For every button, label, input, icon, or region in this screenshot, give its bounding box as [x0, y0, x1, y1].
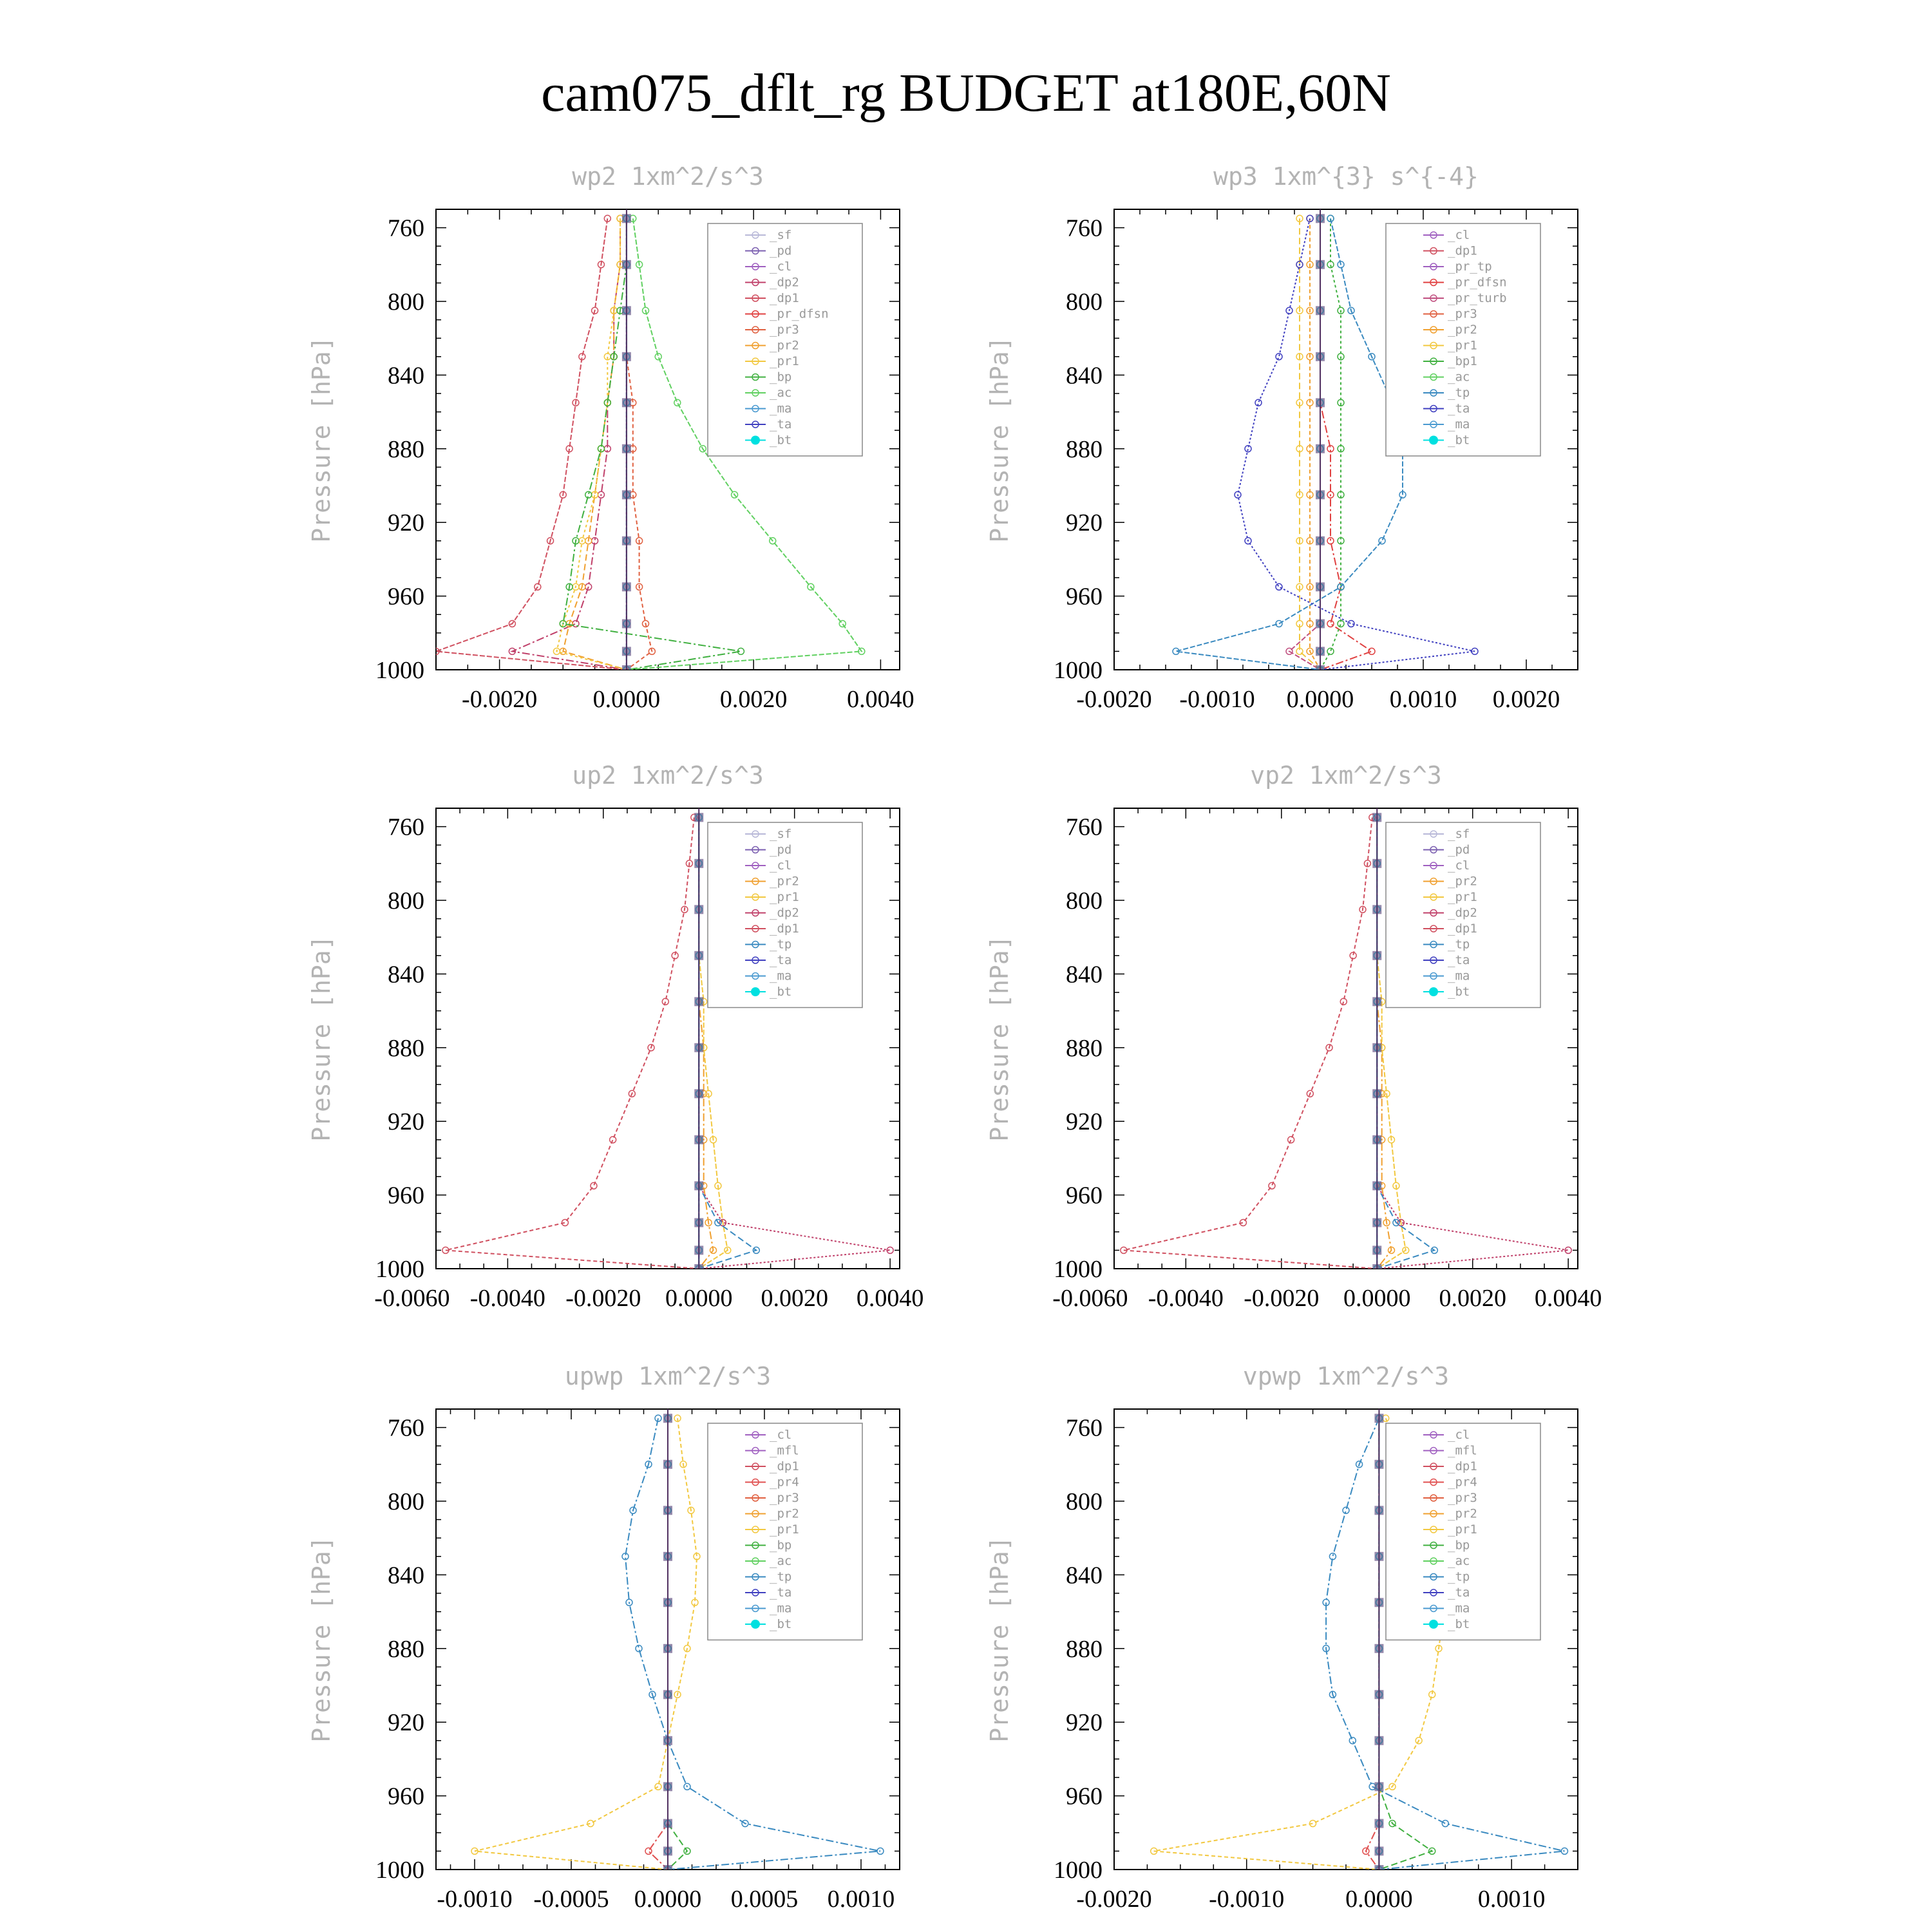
legend-entry: _cl: [770, 858, 792, 873]
x-tick-label: -0.0010: [1179, 686, 1255, 713]
legend-entry: _mfl: [1448, 1443, 1477, 1458]
series-point-tp: [1379, 538, 1385, 544]
x-tick-label: 0.0005: [730, 1886, 799, 1913]
y-tick-label: 840: [388, 1562, 424, 1589]
legend-entry: _cl: [1448, 858, 1470, 873]
panel-6: [985, 1362, 1578, 1913]
series-point-pr_dfsn: [1368, 648, 1375, 654]
y-tick-label: 1000: [1054, 1857, 1103, 1884]
legend-entry: _ta: [1448, 953, 1470, 967]
y-tick-label: 880: [1066, 1034, 1103, 1062]
legend-entry: _bp: [770, 370, 792, 384]
panel-1: [307, 162, 914, 713]
x-tick-label: 0.0010: [1477, 1886, 1546, 1913]
legend-entry: _pd: [770, 243, 792, 258]
panels: [307, 162, 1602, 1913]
legend-entry: _pr4: [770, 1475, 799, 1490]
y-tick-label: 800: [388, 1488, 424, 1515]
y-tick-label: 880: [1066, 1635, 1103, 1663]
legend-marker: [1429, 987, 1438, 996]
legend-entry: _pd: [1448, 842, 1470, 857]
series-point-dp1: [1269, 1182, 1275, 1189]
legend-entry: _bt: [770, 985, 792, 999]
series-point-tp: [1442, 1821, 1448, 1827]
legend-entry: _cl: [770, 1428, 792, 1442]
y-tick-label: 880: [1066, 435, 1103, 463]
x-tick-label: -0.0010: [1209, 1886, 1285, 1913]
y-tick-label: 960: [388, 1783, 424, 1810]
x-tick-label: -0.0040: [1148, 1285, 1224, 1312]
legend-entry: _ac: [770, 386, 792, 400]
series-line-pr4: [649, 1418, 668, 1870]
y-tick-label: 920: [388, 1709, 424, 1737]
x-tick-label: 0.0020: [1439, 1285, 1506, 1312]
legend-entry: _ac: [1448, 370, 1470, 384]
series-line-dp1: [1124, 817, 1377, 1269]
y-tick-label: 920: [1066, 1108, 1103, 1136]
series-line-bp1: [1320, 218, 1341, 670]
legend-entry: _dp1: [770, 1459, 799, 1473]
y-tick-label: 960: [1066, 1783, 1103, 1810]
series-point-dp1: [610, 1137, 616, 1143]
y-tick-label: 800: [388, 887, 424, 914]
y-tick-label: 760: [1066, 214, 1103, 242]
x-tick-label: 0.0040: [856, 1285, 924, 1312]
x-tick-label: -0.0005: [533, 1886, 609, 1913]
legend-entry: _ta: [1448, 1586, 1470, 1600]
legend-entry: _dp1: [770, 922, 799, 936]
series-point-dp1: [1288, 1137, 1294, 1143]
legend-entry: _pr2: [770, 874, 799, 889]
legend-entry: _dp2: [1448, 905, 1477, 920]
y-tick-label: 760: [1066, 1414, 1103, 1442]
legend-entry: _ma: [770, 401, 792, 416]
legend-entry: _pr2: [1448, 323, 1477, 337]
legend-entry: _pr_turb: [1448, 291, 1507, 305]
panel-2: [985, 162, 1578, 713]
series-line-pr4: [1366, 1418, 1379, 1870]
x-tick-label: 0.0020: [1492, 686, 1560, 713]
legend-entry: _bt: [1448, 433, 1470, 448]
y-tick-label: 1000: [375, 1857, 424, 1884]
legend-entry: _cl: [770, 260, 792, 274]
legend-entry: _bt: [1448, 985, 1470, 999]
legend-entry: _pr2: [1448, 874, 1477, 889]
legend-entry: _ta: [1448, 401, 1470, 416]
legend-entry: _tp: [1448, 937, 1470, 952]
y-tick-label: 840: [388, 362, 424, 390]
y-tick-label: 880: [388, 1034, 424, 1062]
legend-entry: _bp: [770, 1538, 792, 1553]
x-tick-label: 0.0000: [634, 1886, 702, 1913]
x-tick-label: -0.0010: [437, 1886, 513, 1913]
legend-entry: _ta: [770, 1586, 792, 1600]
y-axis-label: Pressure [hPa]: [307, 336, 336, 543]
legend-entry: _pr_dfsn: [770, 307, 829, 321]
legend-entry: _bt: [1448, 1617, 1470, 1631]
legend-marker: [751, 436, 760, 445]
y-tick-label: 1000: [375, 657, 424, 684]
x-tick-label: 0.0000: [1343, 1285, 1411, 1312]
y-tick-label: 800: [1066, 887, 1103, 914]
legend-entry: _ta: [770, 417, 792, 431]
legend-entry: _dp2: [770, 905, 799, 920]
panel-title: wp3 1xm^{3} s^{-4}: [1213, 162, 1479, 191]
x-tick-label: -0.0020: [1076, 1886, 1152, 1913]
legend-entry: _mfl: [770, 1443, 799, 1458]
x-tick-label: 0.0040: [847, 686, 914, 713]
y-tick-label: 760: [1066, 813, 1103, 841]
legend-entry: _pr4: [1448, 1475, 1477, 1490]
y-axis-label: Pressure [hPa]: [307, 1536, 336, 1743]
legend-entry: _pr2: [770, 338, 799, 353]
x-tick-label: -0.0020: [1244, 1285, 1320, 1312]
legend-entry: _bt: [770, 433, 792, 448]
legend-entry: _tp: [1448, 1569, 1470, 1584]
x-tick-label: 0.0000: [1345, 1886, 1413, 1913]
legend-entry: _cl: [1448, 228, 1470, 242]
y-tick-label: 880: [388, 1635, 424, 1663]
legend-entry: _pr1: [770, 890, 799, 904]
legend-entry: _tp: [770, 1569, 792, 1584]
series-point-bp1: [1327, 648, 1334, 654]
legend-entry: _ma: [1448, 969, 1470, 983]
y-tick-label: 960: [388, 1182, 424, 1209]
legend-entry: _ma: [770, 1601, 792, 1616]
legend-entry: _dp1: [770, 291, 799, 305]
legend-entry: _pr1: [770, 1522, 799, 1537]
y-tick-label: 1000: [1054, 1256, 1103, 1283]
panel-5: [307, 1362, 900, 1913]
y-tick-label: 1000: [1054, 657, 1103, 684]
y-axis-label: Pressure [hPa]: [985, 935, 1014, 1142]
legend-entry: _pr1: [1448, 1522, 1477, 1537]
x-tick-label: 0.0010: [827, 1886, 895, 1913]
legend-entry: _pr_tp: [1448, 260, 1492, 274]
legend-marker: [751, 987, 760, 996]
series-line-dp1: [436, 218, 627, 670]
legend-entry: _pr1: [1448, 338, 1477, 353]
panel-4: [985, 761, 1602, 1312]
legend-entry: _pr1: [770, 354, 799, 368]
legend-entry: _dp1: [1448, 1459, 1477, 1473]
panel-title: up2 1xm^2/s^3: [572, 761, 764, 790]
legend-entry: _dp2: [770, 275, 799, 290]
y-tick-label: 960: [1066, 1182, 1103, 1209]
y-tick-label: 1000: [375, 1256, 424, 1283]
legend-entry: _dp1: [1448, 243, 1477, 258]
legend-entry: _ta: [770, 953, 792, 967]
legend-marker: [1429, 1620, 1438, 1629]
x-tick-label: 0.0020: [719, 686, 788, 713]
series-point-pr1: [655, 1783, 661, 1790]
y-axis-label: Pressure [hPa]: [985, 1536, 1014, 1743]
series-point-pr4: [645, 1848, 652, 1854]
y-tick-label: 800: [1066, 1488, 1103, 1515]
legend-marker: [751, 1620, 760, 1629]
series-point-ac: [839, 621, 846, 627]
x-tick-label: -0.0040: [469, 1285, 545, 1312]
legend-entry: _cl: [1448, 1428, 1470, 1442]
legend-entry: _pr2: [1448, 1506, 1477, 1521]
series-line-pr_dfsn: [1320, 218, 1372, 670]
x-tick-label: -0.0060: [1052, 1285, 1128, 1312]
legend-entry: _pr1: [1448, 890, 1477, 904]
series-line-dp1: [446, 817, 699, 1269]
legend-entry: _bp: [1448, 1538, 1470, 1553]
legend-entry: _ma: [1448, 1601, 1470, 1616]
x-tick-label: -0.0060: [374, 1285, 450, 1312]
legend-entry: _ac: [1448, 1554, 1470, 1568]
x-tick-label: 0.0020: [761, 1285, 828, 1312]
series-point-dp1: [591, 1182, 597, 1189]
panel-title: wp2 1xm^2/s^3: [572, 162, 764, 191]
x-tick-label: -0.0020: [462, 686, 538, 713]
series-line-pr_turb: [1289, 218, 1320, 670]
legend-entry: _pr3: [1448, 1491, 1477, 1505]
legend-entry: _ac: [770, 1554, 792, 1568]
panel-3: [307, 761, 923, 1312]
y-tick-label: 800: [1066, 289, 1103, 316]
legend-entry: _pr_dfsn: [1448, 275, 1507, 290]
legend-marker: [1429, 436, 1438, 445]
series-point-dp1: [662, 998, 668, 1005]
series-point-ta: [1276, 583, 1282, 590]
panel-title: vp2 1xm^2/s^3: [1250, 761, 1442, 790]
y-tick-label: 920: [1066, 1709, 1103, 1737]
x-tick-label: 0.0000: [592, 686, 661, 713]
series-line-bp: [668, 1418, 687, 1870]
legend-entry: _tp: [1448, 386, 1470, 400]
legend-entry: _tp: [770, 937, 792, 952]
y-tick-label: 840: [1066, 961, 1103, 989]
panel-title: vpwp 1xm^2/s^3: [1242, 1362, 1450, 1390]
y-tick-label: 760: [388, 214, 424, 242]
legend-entry: _sf: [770, 827, 792, 841]
y-tick-label: 960: [388, 583, 424, 611]
figure-title: cam075_dflt_rg BUDGET at180E,60N: [541, 63, 1391, 123]
x-tick-label: 0.0000: [665, 1285, 733, 1312]
y-axis-label: Pressure [hPa]: [985, 336, 1014, 543]
y-tick-label: 760: [388, 1414, 424, 1442]
series-point-pr_dfsn: [1327, 538, 1334, 544]
series-line-tp: [1176, 218, 1403, 670]
legend-entry: _pr3: [770, 323, 799, 337]
series-point-tp: [1349, 1738, 1356, 1744]
y-tick-label: 960: [1066, 583, 1103, 611]
series-line-pr3: [627, 218, 652, 670]
y-tick-label: 840: [1066, 1562, 1103, 1589]
y-tick-label: 920: [1066, 509, 1103, 537]
series-line-pr1: [475, 1418, 697, 1870]
y-tick-label: 760: [388, 813, 424, 841]
series-point-ac: [674, 399, 681, 406]
y-tick-label: 840: [388, 961, 424, 989]
y-tick-label: 920: [388, 509, 424, 537]
legend-entry: _ma: [1448, 417, 1470, 431]
y-axis-label: Pressure [hPa]: [307, 935, 336, 1142]
legend-entry: _pr3: [770, 1491, 799, 1505]
legend-entry: _bp1: [1448, 354, 1477, 368]
x-tick-label: -0.0020: [1076, 686, 1152, 713]
x-tick-label: 0.0000: [1286, 686, 1354, 713]
legend-entry: _sf: [770, 228, 792, 242]
panel-title: upwp 1xm^2/s^3: [564, 1362, 772, 1390]
series-point-dp1: [1340, 998, 1347, 1005]
y-tick-label: 840: [1066, 362, 1103, 390]
legend-entry: _bt: [770, 1617, 792, 1631]
legend-entry: _dp1: [1448, 922, 1477, 936]
legend-entry: _ma: [770, 969, 792, 983]
y-tick-label: 920: [388, 1108, 424, 1136]
legend-entry: _sf: [1448, 827, 1470, 841]
x-tick-label: 0.0010: [1389, 686, 1457, 713]
legend-entry: _pr3: [1448, 307, 1477, 321]
y-tick-label: 880: [388, 435, 424, 463]
y-tick-label: 800: [388, 289, 424, 316]
x-tick-label: -0.0020: [565, 1285, 641, 1312]
legend-entry: _pd: [770, 842, 792, 857]
x-tick-label: 0.0040: [1534, 1285, 1602, 1312]
legend-entry: _pr2: [770, 1506, 799, 1521]
series-line-pr2: [1310, 218, 1320, 670]
